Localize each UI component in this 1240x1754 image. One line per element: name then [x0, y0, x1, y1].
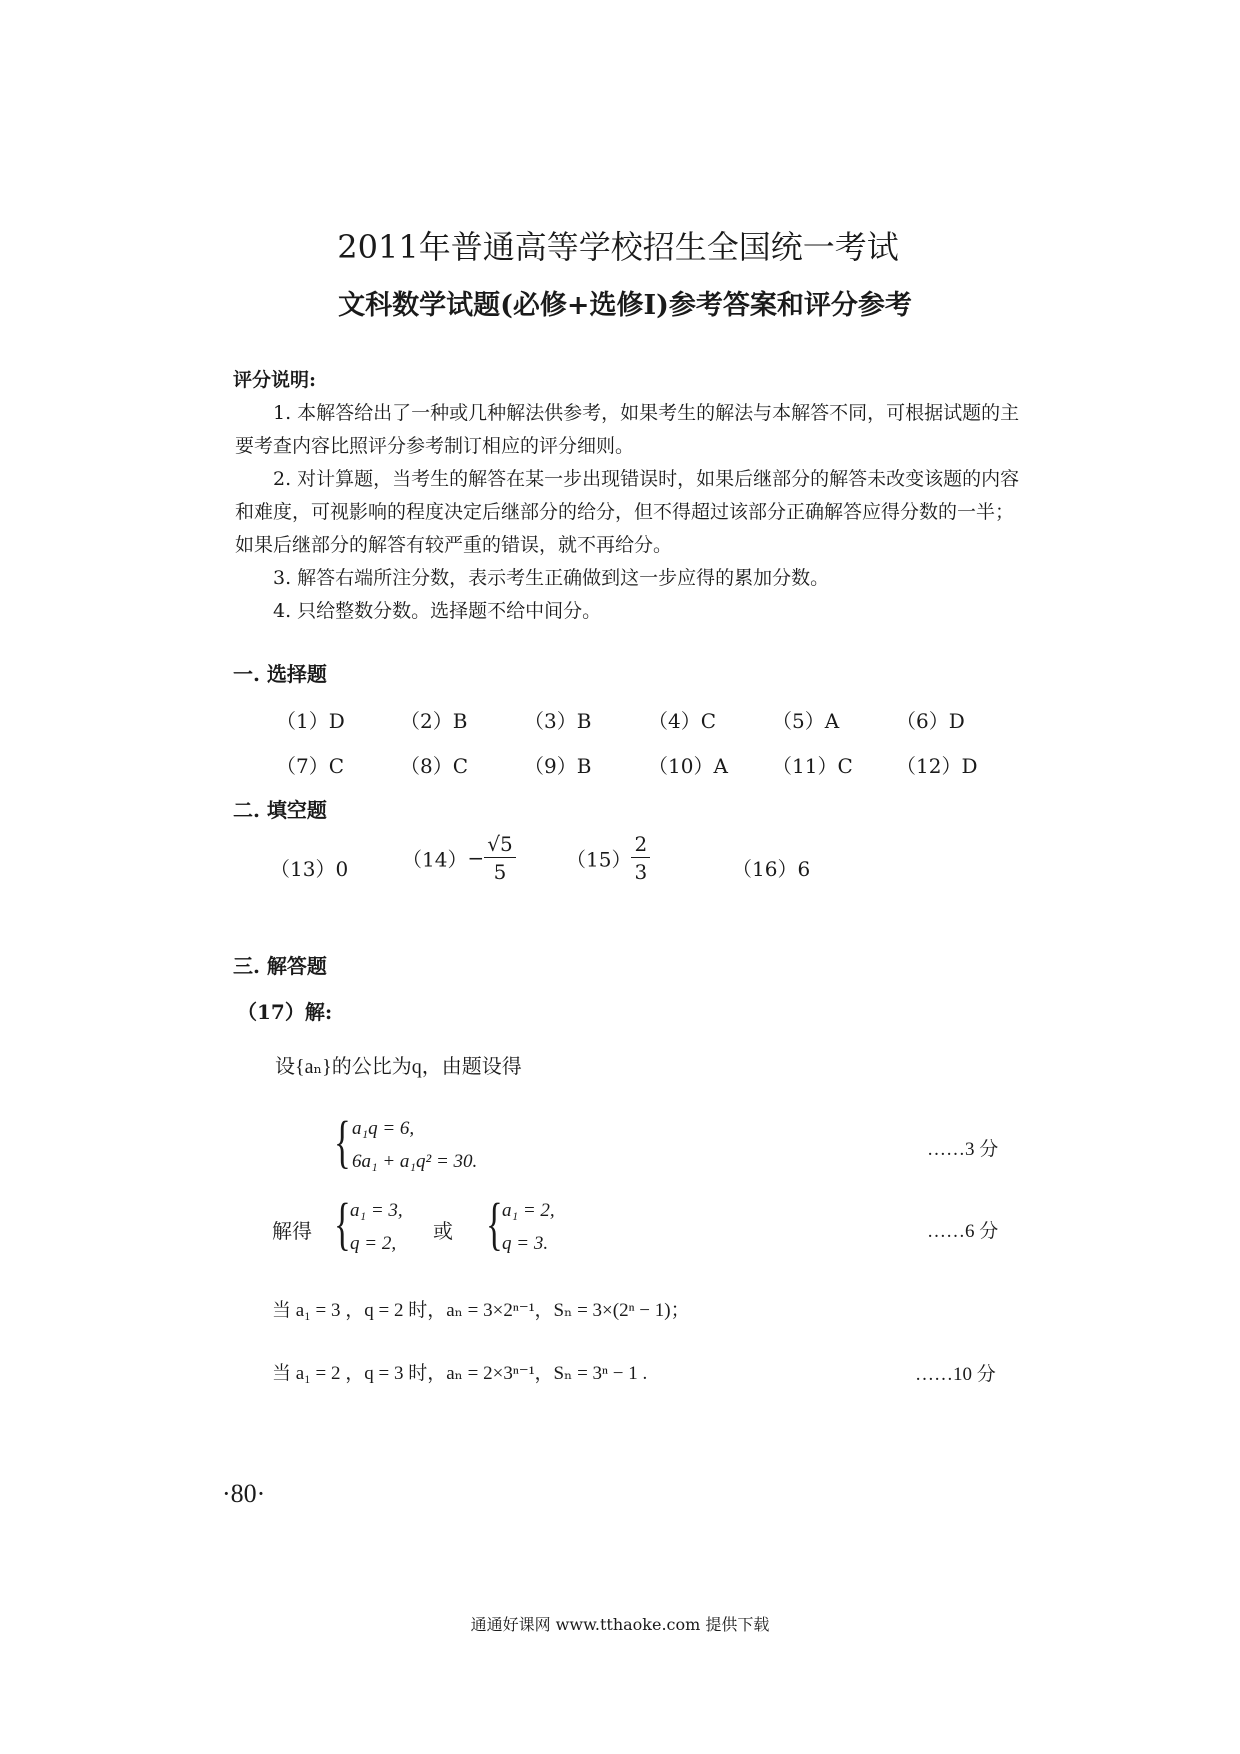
solution2-line1: a₁ = 2, [502, 1200, 555, 1221]
choice-answer-5: （5）A [772, 709, 840, 733]
solution2-brace: { [486, 1191, 503, 1256]
choice-answer-7: （7）C [276, 754, 345, 778]
fill-answer-15-numerator: 2 [631, 832, 650, 858]
fill-answer-14-denominator: 5 [493, 860, 507, 884]
system1-line1: a₁q = 6, [352, 1118, 415, 1139]
choice-answer-6: （6）D [896, 709, 965, 733]
solution1-brace: { [334, 1191, 351, 1256]
fill-answer-14-label: （14） [402, 847, 468, 872]
system1-brace: { [334, 1109, 351, 1174]
case-1: 当 a₁ = 3 ，q = 2 时，aₙ = 3×2ⁿ⁻¹，Sₙ = 3×(2ⁿ − 1)； [272, 1300, 690, 1321]
choice-answer-8: （8）C [400, 754, 469, 778]
instruction-item-3: 3. 解答右端所注分数，表示考生正确做到这一步应得的累加分数。 [273, 567, 830, 589]
fill-answer-15-label: （15） [566, 847, 632, 872]
footer-download-note: 通通好课网 www.tthaoke.com 提供下载 [470, 1615, 770, 1634]
question-17-label: （17）解: [237, 1000, 333, 1024]
section-choice-heading: 一. 选择题 [233, 662, 327, 686]
instruction-item-1: 1. 本解答给出了一种或几种解法供参考，如果考生的解法与本解答不同，可根据试题的主要考查内容比照评分参考制订相应的评分细则。 [235, 402, 1020, 457]
score-10: ……10 分 [915, 1364, 996, 1385]
score-3: ……3 分 [927, 1139, 999, 1160]
choice-answer-9: （9）B [524, 754, 592, 778]
instruction-item-4: 4. 只给整数分数。选择题不给中间分。 [273, 600, 602, 622]
page-number: ·80· [222, 1479, 266, 1508]
fill-answer-15-fraction [631, 832, 650, 884]
or-label: 或 [433, 1221, 453, 1243]
section-solution-heading: 三. 解答题 [233, 954, 327, 978]
choice-answer-4: （4）C [648, 709, 717, 733]
score-6: ……6 分 [927, 1221, 999, 1242]
document-title: 2011年普通高等学校招生全国统一考试 [337, 228, 899, 266]
solution2-line2: q = 3. [502, 1233, 549, 1254]
fill-answer-16: （16）6 [732, 857, 811, 881]
fill-answer-15 [566, 832, 650, 884]
fill-answer-14 [402, 832, 516, 884]
choice-answer-2: （2）B [400, 709, 468, 733]
choice-answer-10: （10）A [648, 754, 728, 778]
case-2: 当 a₁ = 2 ，q = 3 时，aₙ = 2×3ⁿ⁻¹，Sₙ = 3ⁿ − 1 . [272, 1363, 648, 1384]
fill-answer-14-numerator: √5 [484, 832, 515, 858]
fill-answer-15-denominator: 3 [634, 860, 648, 884]
solution1-line2: q = 2, [350, 1233, 397, 1254]
fill-answer-14-fraction [484, 832, 515, 884]
instruction-item-2: 2. 对计算题，当考生的解答在某一步出现错误时，如果后继部分的解答未改变该题的内容和难度，可视影响的程度决定后继部分的给分，但不得超过该部分正确解答应得分数的一半；如果后继部分的解答有较严重的错误，就不再给分。 [235, 468, 1020, 556]
choice-answer-1: （1）D [276, 709, 345, 733]
document-subtitle: 文科数学试题(必修+选修Ⅰ)参考答案和评分参考 [338, 290, 912, 321]
solve-label: 解得 [272, 1221, 312, 1243]
q17-setup: 设{aₙ}的公比为q，由题设得 [275, 1056, 522, 1078]
solution1-line1: a₁ = 3, [350, 1200, 403, 1221]
choice-answer-11: （11）C [772, 754, 853, 778]
choice-answer-3: （3）B [524, 709, 592, 733]
choice-answer-12: （12）D [896, 754, 978, 778]
section-fill-heading: 二. 填空题 [233, 798, 327, 822]
system1-line2: 6a₁ + a₁q² = 30. [352, 1151, 478, 1172]
fill-answer-14-sign: − [467, 846, 485, 870]
instructions-heading: 评分说明: [233, 369, 317, 391]
fill-answer-13: （13）0 [270, 857, 349, 881]
